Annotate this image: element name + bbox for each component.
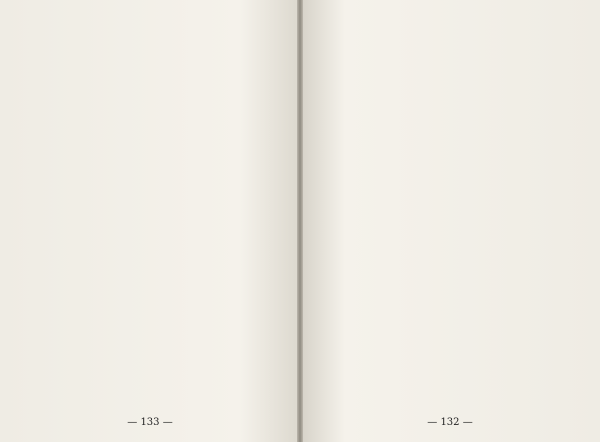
right-page-number: — 132 — (427, 417, 473, 428)
right-page-main-text (392, 22, 588, 410)
right-page-notes (310, 22, 388, 410)
book-gutter (297, 0, 303, 442)
left-page-text (14, 22, 286, 410)
right-page (300, 0, 600, 442)
left-page-number: — 133 — (127, 417, 173, 428)
